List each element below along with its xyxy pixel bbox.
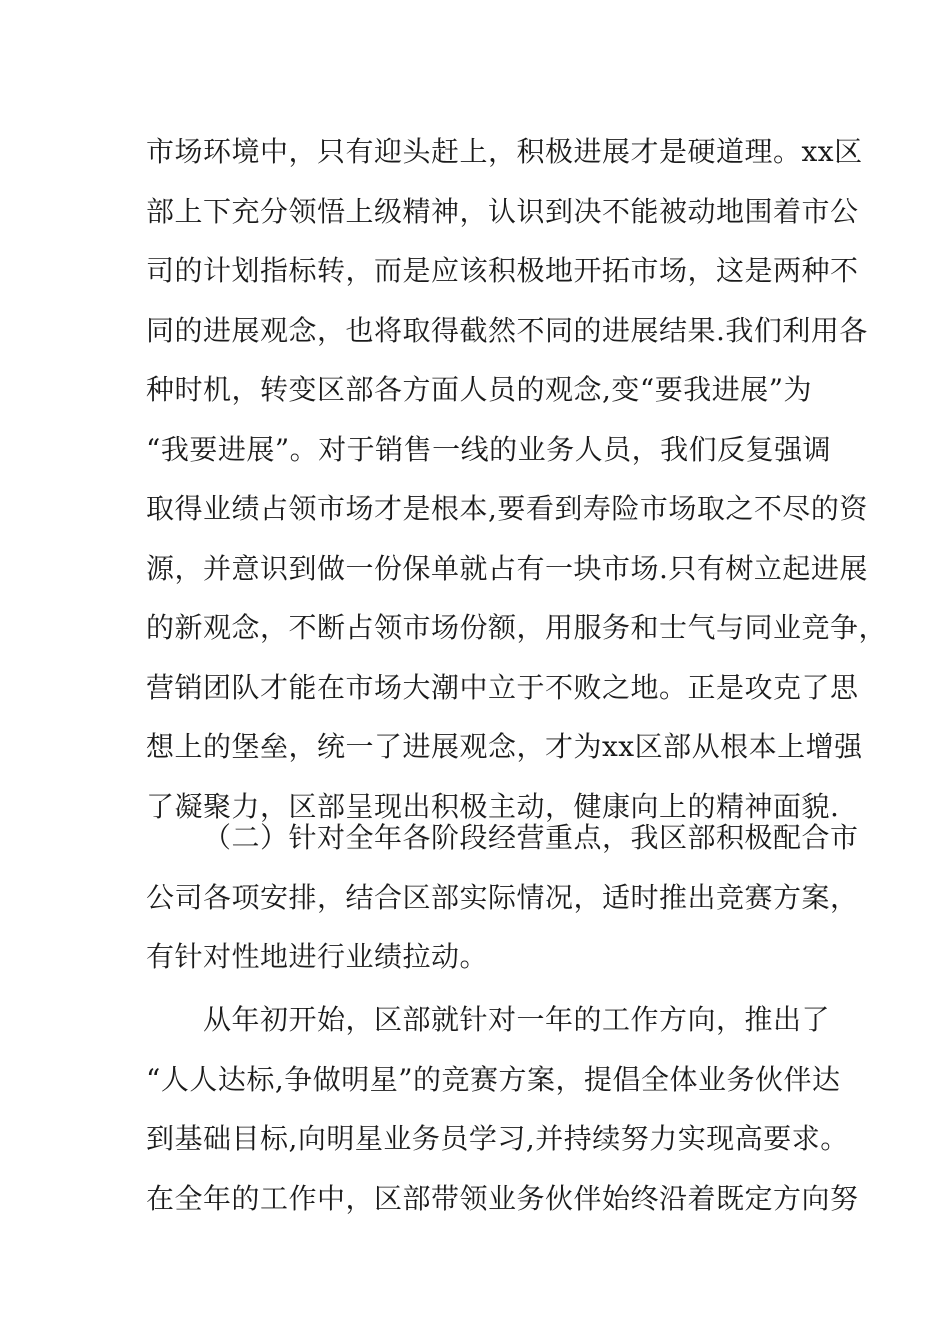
text-line: 同的进展观念，也将取得截然不同的进展结果.我们利用各 — [146, 313, 868, 347]
text-line: 有针对性地进行业绩拉动。 — [146, 940, 489, 973]
text-line: 了凝聚力，区部呈现出积极主动，健康向上的精神面貌. — [146, 789, 840, 823]
paragraph-1 — [146, 122, 888, 836]
text-line: “人人达标,争做明星”的竞赛方案，提倡全体业务伙伴达 — [146, 1062, 841, 1096]
text-line: 取得业绩占领市场才是根本,要看到寿险市场取之不尽的资 — [146, 492, 868, 525]
text-line: 在全年的工作中，区部带领业务伙伴始终沿着既定方向努 — [146, 1181, 859, 1215]
text-line: 市场环境中，只有迎头赶上，积极进展才是硬道理。xx区 — [146, 135, 863, 168]
text-line: 源，并意识到做一份保单就占有一块市场.只有树立起进展 — [146, 551, 868, 585]
text-line: 到基础目标,向明星业务员学习,并持续努力实现高要求。 — [146, 1122, 849, 1155]
text-line: “我要进展”。对于销售一线的业务人员，我们反复强调 — [146, 432, 832, 466]
text-line: 想上的堡垒，统一了进展观念，才为xx区部从根本上增强 — [146, 730, 863, 763]
text-line: 从年初开始，区部就针对一年的工作方向，推出了 — [203, 1003, 831, 1036]
paragraph-3 — [146, 990, 859, 1228]
text-line: 司的计划指标转，而是应该积极地开拓市场，这是两种不 — [146, 254, 859, 287]
text-line: 部上下充分领悟上级精神，认识到决不能被动地围着市公 — [146, 194, 859, 228]
text-line: 营销团队才能在市场大潮中立于不败之地。正是攻克了思 — [146, 670, 859, 704]
paragraph-2 — [146, 808, 859, 987]
text-line: 的新观念，不断占领市场份额，用服务和士气与同业竞争， — [146, 611, 888, 644]
text-line: 公司各项安排，结合区部实际情况，适时推出竞赛方案， — [146, 880, 859, 914]
text-line: （二）针对全年各阶段经营重点，我区部积极配合市 — [203, 821, 859, 854]
text-line: 种时机，转变区部各方面人员的观念,变“要我进展”为 — [146, 373, 813, 406]
